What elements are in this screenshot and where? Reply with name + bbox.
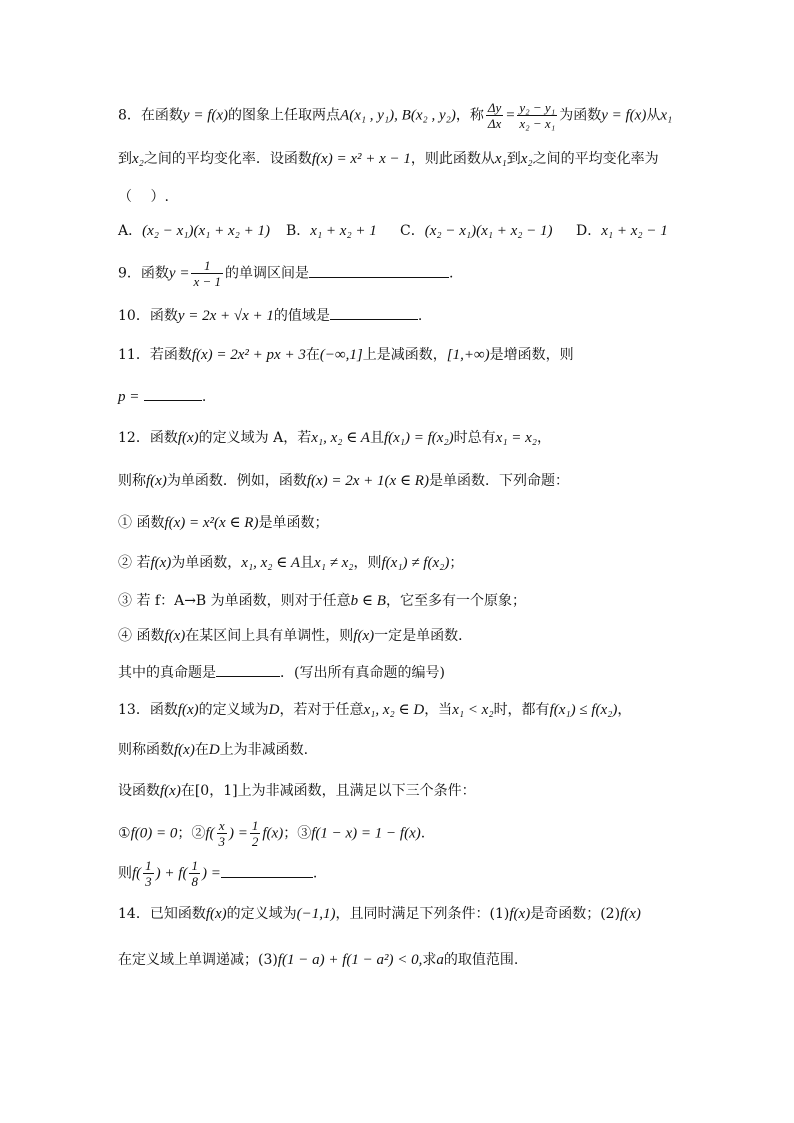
q13-text: ；③	[283, 825, 312, 842]
fraction-denominator: 8	[191, 874, 198, 889]
q12-text: 时总有	[453, 430, 496, 446]
q8-fraction-delta	[486, 100, 503, 131]
q10-text: 10．函数	[118, 308, 178, 324]
q12-text: ① 函数	[118, 515, 165, 531]
q13-text: 则称函数	[118, 742, 174, 758]
q14-math: a	[436, 952, 444, 968]
q14-text: 14．已知函数	[118, 906, 206, 922]
q8-line3	[118, 187, 169, 207]
q9-answer-blank[interactable]	[309, 263, 449, 278]
q12-math: f(x) = x²(x ∈ R)	[164, 515, 259, 531]
q13-fraction-half	[250, 818, 261, 849]
q11-text: 11．若函数	[118, 347, 192, 363]
q14-text: 的定义域为	[226, 906, 297, 922]
q13-math: f(x)	[177, 702, 199, 718]
option-text: (x₂ − x₁)(x₁ + x₂ + 1)	[142, 223, 270, 239]
q13-fraction-one-eighth	[189, 858, 200, 889]
fraction-denominator: 3	[145, 874, 152, 889]
q14-math: f(x)	[509, 906, 531, 922]
q11-math: [1,+∞)	[446, 347, 490, 363]
q9-line	[118, 258, 453, 289]
q12-math: x₁ = x₂	[495, 430, 538, 446]
q12-text: 在某区间上具有单调性，则	[185, 628, 354, 644]
q10-line	[118, 305, 422, 326]
q8-equals: =	[505, 107, 516, 124]
q12-text: 是单函数．下列命题：	[428, 473, 569, 489]
option-label: B．	[286, 223, 311, 239]
option-label: C．	[400, 223, 425, 239]
q8-text: ，称	[455, 107, 484, 124]
q12-math: b ∈ B	[350, 593, 386, 609]
q12-text: 12．函数	[118, 430, 178, 446]
fraction-numerator: y₂ − y₁	[519, 100, 556, 115]
fraction-numerator: x	[217, 818, 228, 834]
q11-text: 是增函数，则	[489, 347, 574, 363]
q12-text: 且	[300, 555, 315, 571]
q13-line3	[118, 781, 476, 801]
q12-math: x₁, x₂ ∈ A	[241, 555, 301, 571]
fraction-numerator: 1	[191, 858, 198, 873]
q8-text: 之间的平均变化率．设函数	[143, 151, 312, 167]
q12-math: f(x₁) = f(x₂)	[383, 430, 454, 446]
q12-proposition-3	[118, 591, 526, 611]
q12-line2	[118, 471, 569, 491]
q14-text: 求	[422, 952, 437, 968]
q9-text: .	[449, 265, 454, 282]
q12-text: 为单函数．例如，函数	[166, 473, 307, 489]
q13-text: ，当	[424, 702, 453, 718]
q12-math: f(x)	[146, 473, 167, 489]
q12-text: ④ 函数	[118, 628, 165, 644]
q8-math: y = f(x)	[601, 107, 647, 124]
q13-text: 的定义域为	[198, 702, 269, 718]
q8-options	[118, 221, 668, 241]
q14-math: f(x)	[620, 906, 641, 922]
q8-math: x₁	[494, 151, 507, 167]
q12-proposition-1	[118, 513, 328, 533]
q13-text: ；②	[177, 825, 206, 842]
fraction-denominator: Δx	[487, 116, 502, 131]
fraction-numerator: Δy	[487, 100, 502, 115]
q14-line2	[118, 950, 518, 970]
q12-math: f(x)	[353, 628, 375, 644]
q12-text: ② 若	[118, 555, 151, 571]
fraction-numerator: 1	[145, 858, 152, 873]
q13-text: 设函数	[118, 783, 160, 799]
fraction-numerator: 1	[251, 818, 259, 833]
q12-text: 的定义域为 A，若	[198, 430, 312, 446]
q13-text: 上为非减函数.	[219, 742, 309, 758]
q12-math: f(x) = 2x + 1(x ∈ R)	[306, 473, 429, 489]
q13-answer-blank[interactable]	[221, 863, 313, 878]
q8-math: x₂	[520, 151, 533, 167]
q8-line2	[118, 149, 659, 169]
fraction-denominator: 3	[218, 834, 226, 849]
fraction-denominator: x − 1	[193, 274, 221, 289]
q13-math: f(	[132, 865, 142, 882]
q13-text: .	[420, 825, 426, 842]
q13-math: f(x)	[262, 825, 284, 842]
q10-math: y = 2x + √x + 1	[177, 308, 274, 324]
q12-proposition-4	[118, 626, 472, 646]
q9-math: y =	[168, 265, 190, 282]
q13-math: ) + f(	[155, 865, 188, 882]
q13-fraction-x-over-3	[217, 818, 228, 849]
q13-line1	[118, 700, 631, 720]
q12-math: x₁, x₂ ∈ A	[311, 430, 370, 446]
q8-math: f(x) = x² + x − 1	[311, 151, 411, 167]
q12-math: f(x)	[150, 555, 172, 571]
q8-text: 的图象上任取两点	[228, 107, 341, 124]
q12-proposition-2	[118, 553, 463, 573]
q14-math: (−1,1)	[296, 906, 336, 922]
q13-math: x₁ < x₂	[452, 702, 494, 718]
q11-math: p =	[118, 389, 140, 405]
q10-text: 的值域是	[273, 308, 330, 324]
q12-math: f(x)	[164, 628, 186, 644]
q12-answer-blank[interactable]	[216, 662, 280, 677]
q8-text: 到	[506, 151, 521, 167]
q13-text: ①	[118, 825, 131, 842]
q8-fraction-slope	[517, 100, 557, 131]
q12-text: 一定是单函数．	[374, 628, 473, 644]
option-text: x₁ + x₂ + 1	[310, 223, 377, 239]
q8-option-a	[118, 221, 286, 241]
q13-conditions	[118, 818, 425, 849]
q13-text: .	[312, 865, 318, 882]
q12-text: 其中的真命题是	[118, 665, 216, 681]
q14-math: f(1 − a) + f(1 − a²) < 0,	[277, 952, 423, 968]
option-text: x₁ + x₂ − 1	[601, 223, 668, 239]
q13-math: f(x₁) ≤ f(x₂)	[549, 702, 618, 718]
q12-text: 且	[369, 430, 384, 446]
q12-math: x₁ ≠ x₂	[314, 555, 354, 571]
q13-math: f(0) = 0	[130, 825, 178, 842]
q12-line1	[118, 428, 551, 448]
q14-text: ，且同时满足下列条件：(1)	[335, 906, 510, 922]
q8-option-d	[576, 221, 668, 241]
q10-answer-blank[interactable]	[330, 305, 418, 320]
q8-math: y = f(x)	[182, 107, 229, 124]
q13-text: 13．函数	[118, 702, 178, 718]
q13-math: ) =	[229, 825, 248, 842]
q14-text: 的取值范围.	[443, 952, 519, 968]
q8-math: x₁	[660, 107, 673, 124]
q10-text: .	[417, 308, 423, 324]
q12-text: ，则	[353, 555, 382, 571]
q14-math: f(x)	[205, 906, 227, 922]
option-label: A．	[118, 223, 143, 239]
q13-text: ，若对于任意	[279, 702, 364, 718]
q11-text: 上是减函数，	[362, 347, 447, 363]
q8-option-c	[400, 221, 576, 241]
q8-text: 8．在函数	[118, 107, 183, 124]
q13-math: f(x)	[160, 783, 181, 799]
q11-answer-blank[interactable]	[144, 386, 202, 401]
q13-text: ，	[617, 702, 632, 718]
q11-line1	[118, 345, 574, 365]
q13-text: 时，都有	[493, 702, 550, 718]
q11-math: f(x) = 2x² + px + 3	[191, 347, 306, 363]
q12-text: ．(写出所有真命题的编号)	[280, 665, 445, 681]
q12-math: f(x)	[177, 430, 199, 446]
q12-text: ③ 若 f：A→B 为单函数，则对于任意	[118, 593, 351, 609]
option-label: D．	[576, 223, 602, 239]
q8-math: A(x₁ , y₁), B(x₂ , y₂)	[340, 107, 456, 124]
q12-math: f(x₁) ≠ f(x₂)	[381, 555, 450, 571]
q8-answer-bracket: （ ）.	[118, 189, 169, 205]
q8-text: 到	[118, 151, 132, 167]
q11-line2	[118, 386, 206, 407]
q13-text: 在[0，1]上为非减函数，且满足以下三个条件：	[180, 783, 476, 799]
q13-math: f(x)	[174, 742, 195, 758]
fraction-denominator: 2	[251, 834, 259, 849]
q13-fraction-one-third	[143, 858, 154, 889]
q12-text: 则称	[118, 473, 146, 489]
q12-answer-line	[118, 662, 445, 683]
q13-text: 则	[118, 865, 132, 882]
q12-text: ；	[449, 555, 464, 571]
q13-line2	[118, 740, 308, 760]
option-text: (x₂ − x₁)(x₁ + x₂ − 1)	[424, 223, 553, 239]
q13-math: ) =	[201, 865, 221, 882]
q13-math: f(1 − x) = 1 − f(x)	[311, 825, 421, 842]
q13-math: D	[268, 702, 280, 718]
q13-question	[118, 858, 317, 889]
q12-text: 是单函数；	[258, 515, 329, 531]
q12-text: 为单函数，	[171, 555, 242, 571]
q9-text: 的单调区间是	[225, 265, 309, 282]
q13-math: f(	[205, 825, 215, 842]
q14-text: 是奇函数；(2)	[530, 906, 621, 922]
q13-text: 在	[194, 742, 209, 758]
q11-text: .	[201, 389, 207, 405]
q8-text: 从	[646, 107, 661, 124]
q11-text: 在	[305, 347, 320, 363]
q11-math: (−∞,1]	[319, 347, 363, 363]
q8-text: ，则此函数从	[410, 151, 495, 167]
fraction-denominator: x₂ − x₁	[519, 116, 556, 131]
q9-text: 9．函数	[118, 265, 169, 282]
q12-text: ，它至多有一个原象；	[385, 593, 526, 609]
q13-math: x₁, x₂ ∈ D	[363, 702, 425, 718]
q8-text: 为函数	[559, 107, 602, 124]
q8-math: x₂	[132, 151, 144, 167]
q8-option-b	[286, 221, 400, 241]
fraction-numerator: 1	[191, 258, 223, 274]
q12-text: ，	[537, 430, 552, 446]
q13-math: D	[208, 742, 220, 758]
q14-line1	[118, 904, 641, 924]
q9-fraction	[191, 258, 223, 289]
q8-line1	[118, 100, 672, 131]
q14-text: 在定义域上单调递减；(3)	[118, 952, 278, 968]
q8-text: 之间的平均变化率为	[532, 151, 659, 167]
